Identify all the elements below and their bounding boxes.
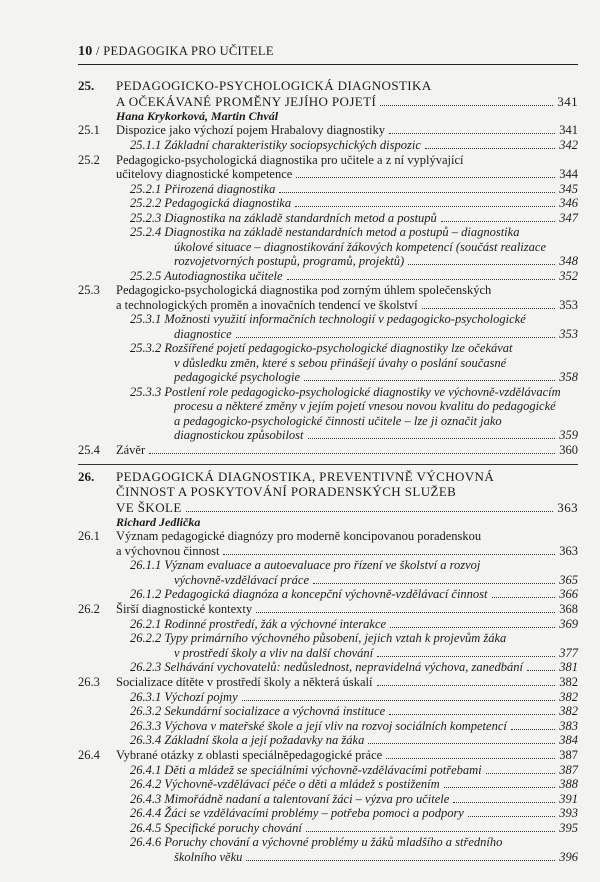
chapter-authors: Hana Krykorková, Martin Chvál — [116, 109, 279, 123]
section-number: 26.4 — [78, 747, 100, 762]
subsection-title: školního věku — [174, 849, 243, 864]
subsection-title: 26.4.4 Žáci se vzdělávacími problémy – potřeba pomoci a podpory — [130, 806, 464, 820]
page-ref: 347 — [559, 210, 578, 225]
toc-entry — [78, 660, 578, 675]
subsection-title: 25.2.4 Diagnostika na základě nestandardních metod a postupů – diagnostika — [130, 225, 520, 239]
toc-entry — [78, 733, 578, 748]
toc-entry — [78, 835, 578, 864]
page-ref: 345 — [559, 181, 578, 196]
chapter-title-line: PEDAGOGICKO-PSYCHOLOGICKÁ DIAGNOSTIKA — [116, 78, 432, 93]
page-ref: 393 — [559, 806, 578, 820]
section-title: Význam pedagogické diagnózy pro moderně koncipovanou poradenskou — [116, 529, 482, 543]
subsection-title: výchovně-vzdělávací práce — [174, 572, 309, 587]
section-title: Socializace dítěte v prostředí školy a některá úskalí — [116, 674, 373, 689]
subsection-title: rozvojetvorných postupů, programů, projektů) — [174, 254, 405, 268]
toc-entry — [78, 602, 578, 617]
chapter-25-heading — [78, 78, 578, 123]
page-ref: 382 — [559, 704, 578, 718]
page-ref: 346 — [559, 196, 578, 210]
chapter-title-line: ČINNOST A POSKYTOVÁNÍ PORADENSKÝCH SLUŽEB — [116, 484, 457, 499]
page-number: 10 — [78, 44, 93, 59]
section-title: a technologických proměn a inovačních tendencí ve školství — [116, 297, 418, 312]
page-ref: 383 — [559, 718, 578, 733]
toc-entry — [78, 138, 578, 153]
page-ref: 369 — [559, 616, 578, 631]
subsection-title: úkolové situace – diagnostikování žákových kompetencí (součást realizace — [174, 239, 546, 254]
toc-entry — [78, 806, 578, 821]
subsection-title: 26.2.3 Selhávání vychovatelů: nedůslednost, nepravidelná výchova, zanedbání — [130, 660, 523, 674]
page-ref: 341 — [559, 123, 578, 137]
section-number: 26.2 — [78, 601, 100, 616]
page-ref: 387 — [559, 762, 578, 777]
page-ref: 368 — [559, 601, 578, 616]
section-number: 26.1 — [78, 529, 100, 543]
page-ref: 344 — [559, 167, 578, 181]
section-title: Vybrané otázky z oblasti speciálněpedagogické práce — [116, 747, 383, 762]
page-ref: 348 — [559, 254, 578, 268]
toc-entry — [78, 211, 578, 226]
page-ref: 388 — [559, 777, 578, 791]
subsection-title: 25.3.1 Možnosti využití informačních technologií v pedagogicko-psychologické — [130, 312, 526, 326]
page-ref: 360 — [559, 442, 578, 457]
toc-entry — [78, 821, 578, 836]
section-title: Pedagogicko-psychologická diagnostika pod zorným úhlem společenských — [116, 283, 492, 297]
page-ref: 382 — [559, 674, 578, 689]
table-of-contents — [78, 78, 578, 864]
toc-entry — [78, 617, 578, 632]
page-ref: 352 — [559, 268, 578, 283]
subsection-title: 26.3.1 Výchozí pojmy — [130, 689, 238, 704]
header-rule — [78, 64, 578, 65]
subsection-title: 26.4.1 Děti a mládež se speciálními výchovně-vzdělávacími potřebami — [130, 762, 482, 777]
page-ref: 387 — [559, 747, 578, 762]
running-header — [78, 44, 578, 60]
subsection-title: 25.2.1 Přirozená diagnostika — [130, 181, 276, 196]
page-ref: 358 — [559, 370, 578, 384]
section-title: a výchovnou činnost — [116, 543, 220, 558]
section-number: 25.1 — [78, 123, 100, 137]
page-ref: 395 — [559, 820, 578, 835]
toc-entry — [78, 763, 578, 778]
chapter-divider — [78, 464, 578, 465]
subsection-title: 26.3.3 Výchova v mateřské škole a její vliv na rozvoj sociálních kompetencí — [130, 718, 507, 733]
toc-entry — [78, 675, 578, 690]
subsection-title: 25.2.5 Autodiagnostika učitele — [130, 268, 283, 283]
subsection-title: v důsledku změn, které s sebou přinášejí úvahy o poslání současné — [174, 355, 507, 370]
toc-entry — [78, 777, 578, 792]
page-ref: 365 — [559, 572, 578, 587]
subsection-title: 26.4.6 Poruchy chování a výchovné problémy u žáků mladšího a středního — [130, 835, 503, 849]
subsection-title: 26.2.1 Rodinné prostředí, žák a výchovné interakce — [130, 616, 387, 631]
subsection-title: 26.1.1 Význam evaluace a autoevaluace pro řízení ve školství a rozvoj — [130, 558, 481, 572]
book-title: PEDAGOGIKA PRO UČITELE — [103, 44, 274, 58]
subsection-title: 25.3.3 Postlení role pedagogicko-psychologické diagnostiky ve výchovně-vzdělávacím — [130, 384, 561, 399]
toc-entry — [78, 283, 578, 312]
chapter-26-heading — [78, 469, 578, 530]
chapter-authors: Richard Jedlička — [116, 515, 201, 529]
toc-entry — [78, 587, 578, 602]
toc-entry — [78, 443, 578, 458]
subsection-title: v prostředí školy a vliv na další chování — [174, 645, 374, 660]
subsection-title: 25.1.1 Základní charakteristiky sociopsychických dispozic — [130, 138, 421, 152]
subsection-title: 25.2.2 Pedagogická diagnostika — [130, 196, 292, 210]
toc-entry — [78, 385, 578, 443]
section-title: učitelovy diagnostické kompetence — [116, 167, 293, 181]
toc-entry — [78, 558, 578, 587]
page-ref: 382 — [559, 689, 578, 704]
section-title: Širší diagnostické kontexty — [116, 601, 253, 616]
page-ref: 391 — [559, 791, 578, 806]
page-ref: 363 — [557, 499, 578, 515]
subsection-title: 26.2.2 Typy primárního výchovného působení, jejich vztah k projevům žáka — [130, 631, 507, 645]
toc-entry — [78, 792, 578, 807]
header-separator: / — [96, 44, 100, 58]
subsection-title: procesu a některé změny v jejím pojetí vnesou novou kvalitu do pedagogické — [174, 399, 556, 413]
subsection-title: 26.3.4 Základní škola a její požadavky na žáka — [130, 733, 365, 747]
subsection-title: pedagogické psychologie — [174, 370, 300, 384]
section-title: Závěr — [116, 442, 146, 457]
toc-entry — [78, 748, 578, 763]
section-title: Dispozice jako výchozí pojem Hrabalovy diagnostiky — [116, 123, 386, 137]
toc-entry — [78, 196, 578, 211]
page-ref: 366 — [559, 587, 578, 601]
page-ref: 359 — [559, 428, 578, 442]
subsection-title: 26.4.3 Mimořádně nadaní a talentovaní žáci – výzva pro učitele — [130, 791, 450, 806]
page-ref: 381 — [559, 660, 578, 674]
subsection-title: 26.1.2 Pedagogická diagnóza a koncepční výchovně-vzdělávací činnost — [130, 587, 488, 601]
chapter-number: 26. — [78, 468, 95, 484]
subsection-title: 25.2.3 Diagnostika na základě standardních metod a postupů — [130, 210, 437, 225]
toc-entry — [78, 269, 578, 284]
page-ref: 353 — [559, 326, 578, 341]
chapter-title-line: VE ŠKOLE — [116, 499, 182, 515]
page-ref: 396 — [559, 849, 578, 864]
section-number: 25.3 — [78, 283, 100, 297]
subsection-title: a pedagogicko-psychologické činnosti učitele – lze ji označit jako — [174, 413, 502, 428]
page-ref: 377 — [559, 645, 578, 660]
subsection-title: diagnostice — [174, 326, 232, 341]
page-ref: 341 — [557, 93, 578, 109]
subsection-title: 26.3.2 Sekundární socializace a výchovná instituce — [130, 704, 386, 718]
toc-entry — [78, 182, 578, 197]
subsection-title: 25.3.2 Rozšířené pojetí pedagogicko-psychologické diagnostiky lze očekávat — [130, 341, 513, 355]
chapter-title-line: PEDAGOGICKÁ DIAGNOSTIKA, PREVENTIVNĚ VÝCHOVNÁ — [116, 468, 495, 484]
toc-entry — [78, 312, 578, 341]
subsection-title: 26.4.2 Výchovně-vzdělávací péče o děti a mládež s postižením — [130, 777, 440, 791]
subsection-title: 26.4.5 Specifické poruchy chování — [130, 820, 302, 835]
toc-entry — [78, 153, 578, 182]
toc-entry — [78, 690, 578, 705]
chapter-title-line: A OČEKÁVANÉ PROMĚNY JEJÍHO POJETÍ — [116, 93, 377, 109]
page-ref: 384 — [559, 733, 578, 747]
toc-entry — [78, 341, 578, 385]
section-title: Pedagogicko-psychologická diagnostika pro učitele a z ní vyplývající — [116, 152, 464, 167]
page-ref: 363 — [559, 543, 578, 558]
toc-entry — [78, 225, 578, 269]
section-number: 25.4 — [78, 442, 100, 457]
section-number: 26.3 — [78, 674, 100, 689]
toc-entry — [78, 719, 578, 734]
toc-entry — [78, 123, 578, 138]
chapter-number: 25. — [78, 78, 95, 93]
toc-entry — [78, 529, 578, 558]
toc-entry — [78, 704, 578, 719]
toc-entry — [78, 631, 578, 660]
page-ref: 342 — [559, 138, 578, 152]
section-number: 25.2 — [78, 152, 100, 167]
page-ref: 353 — [559, 297, 578, 312]
subsection-title: diagnostickou způsobilost — [174, 428, 304, 442]
